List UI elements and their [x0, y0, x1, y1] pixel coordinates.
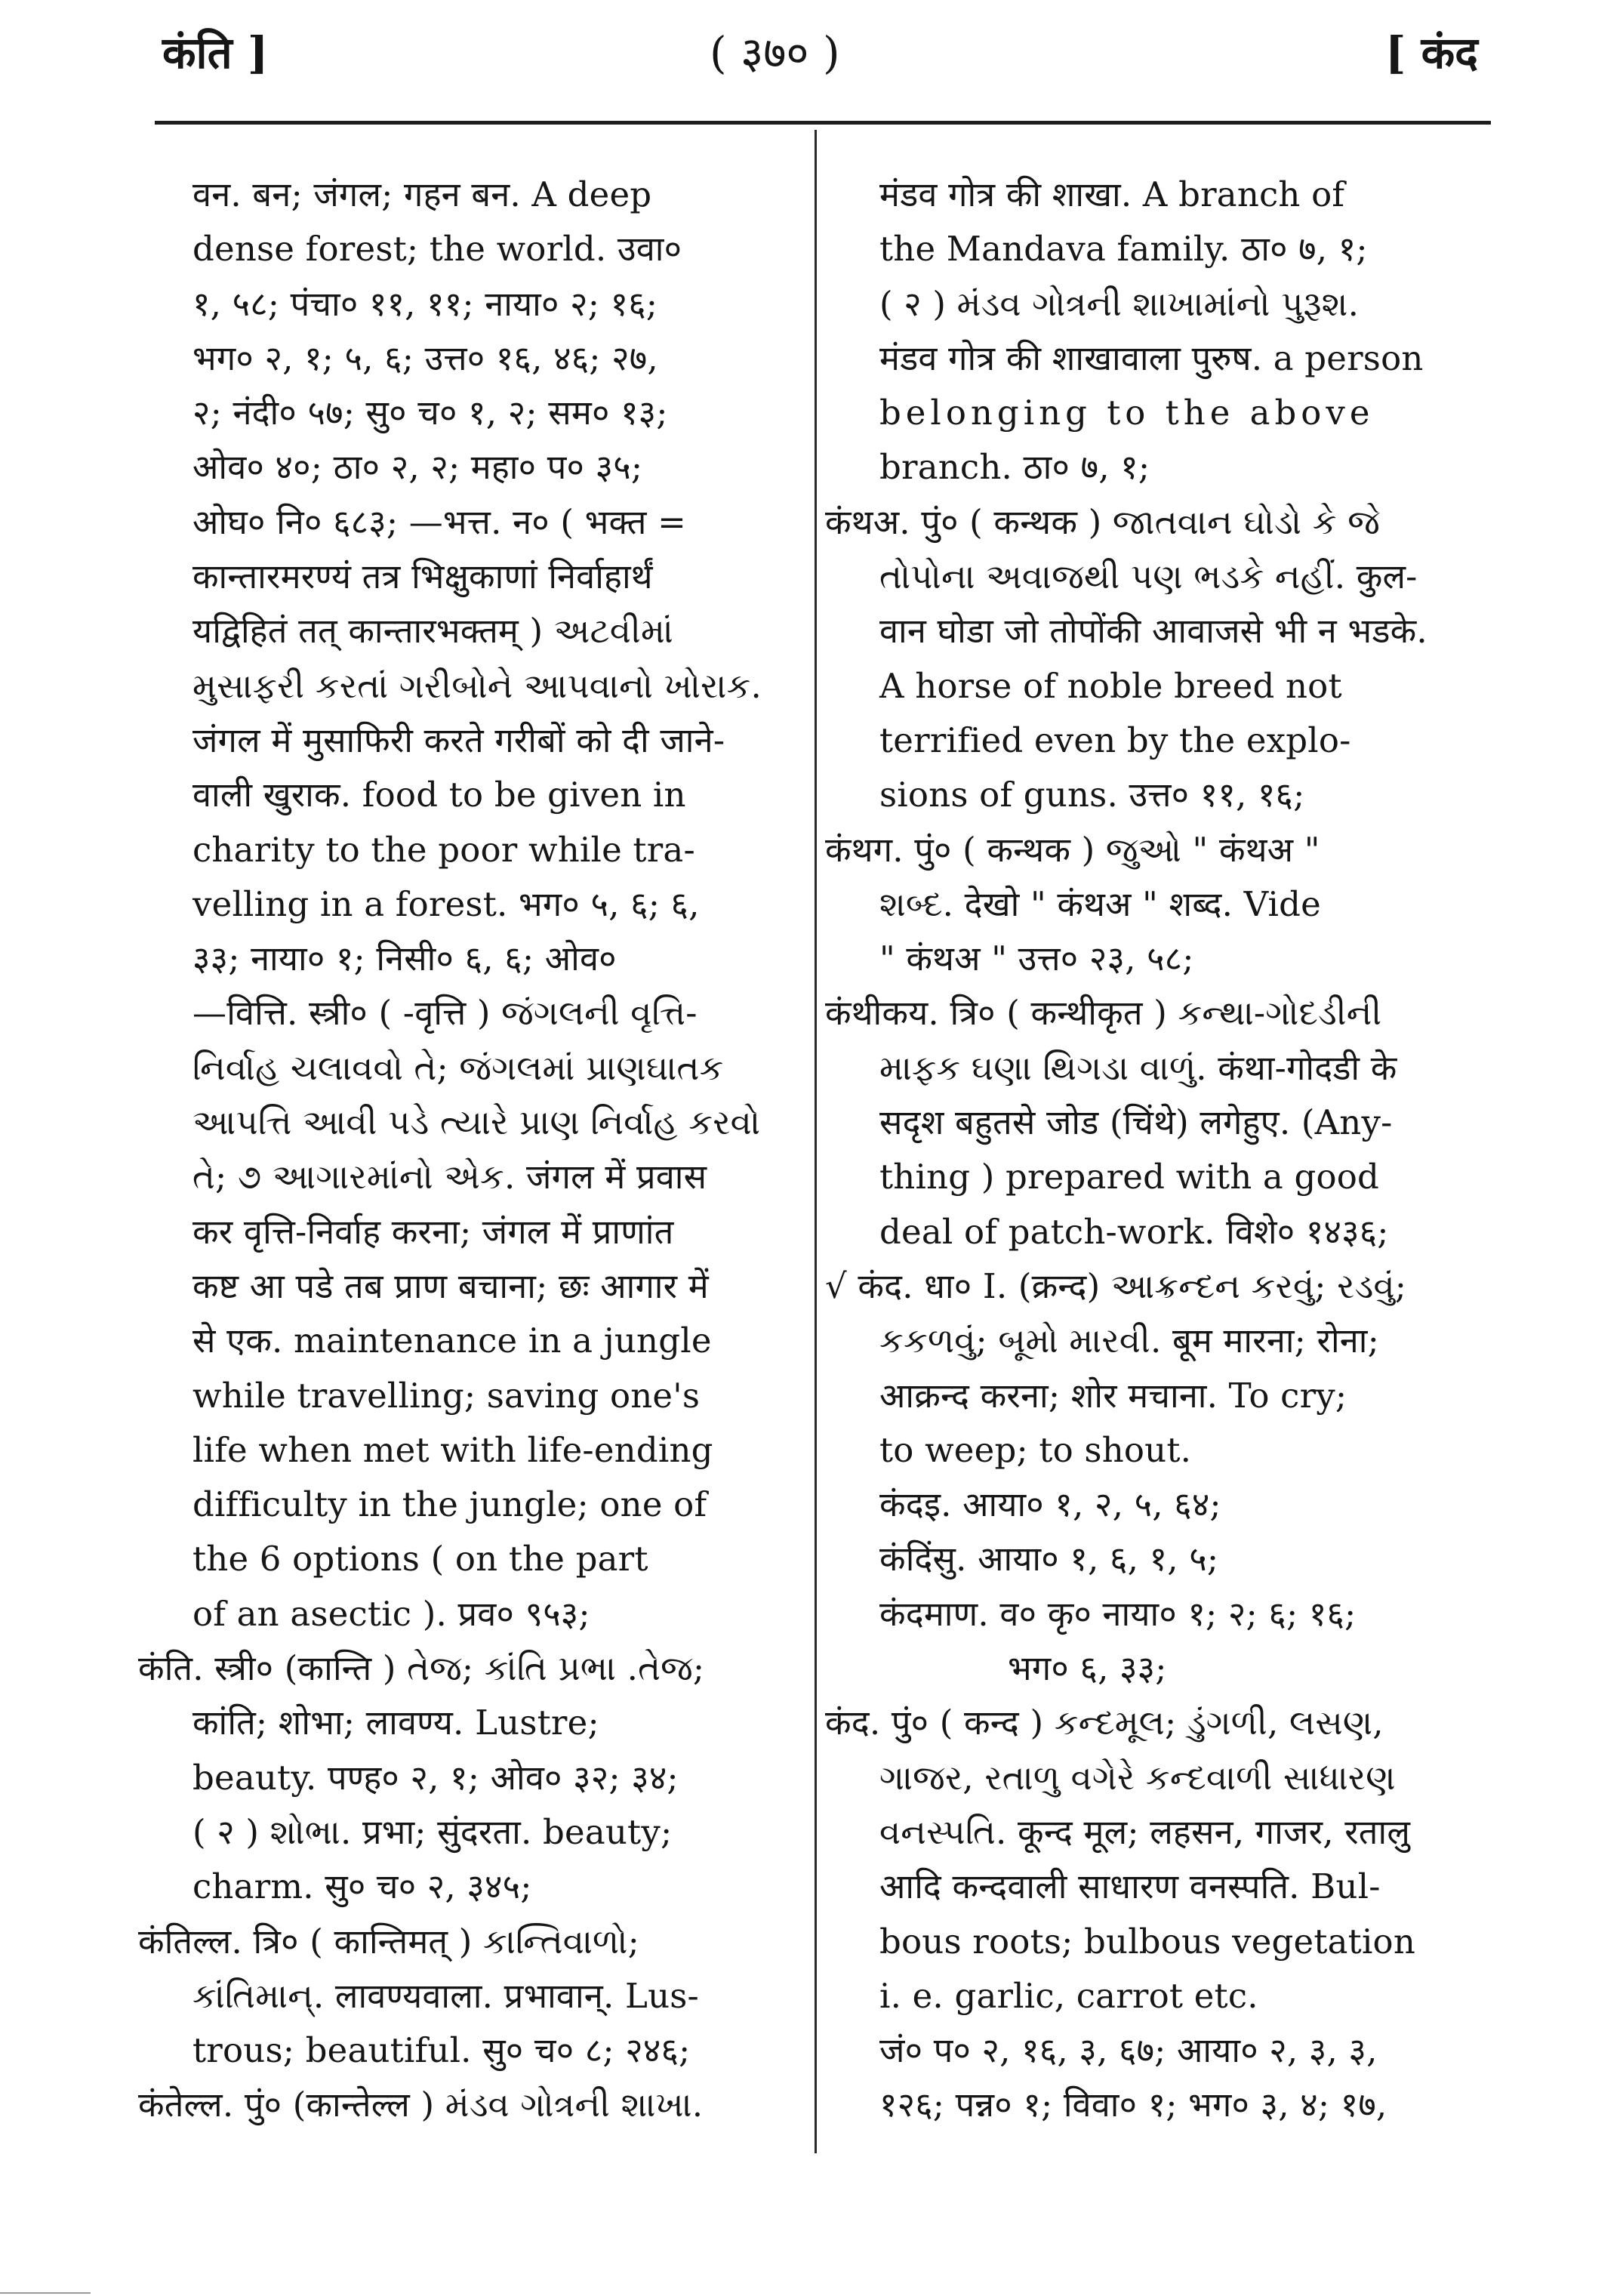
text-line: of an asectic ). प्रव० ९५३; [192, 1593, 590, 1634]
text-line: કકળવું; બૂમો મારવી. बूम मारना; रोना; [879, 1321, 1379, 1361]
text-line: २; नंदी० ५७; सु० च० १, २; सम० १३; [192, 393, 668, 433]
page-number: ( ३७० ) [710, 27, 840, 79]
conjugation-line: कंदमाण. व० कृ० नाया० १; २; ६; १६; [879, 1593, 1357, 1634]
text-line: sions of guns. उत्त० ११, १६; [879, 775, 1305, 815]
scan-edge-mark [0, 2292, 91, 2294]
right-column [825, 168, 1487, 2133]
text-line: નિર્વાહ ચલાવવો તે; જંગલમાં પ્રાણઘાતક [192, 1047, 724, 1088]
left-column [138, 168, 796, 2133]
text-line: कष्ट आ पडे तब प्राण बचाना; छः आगार में [192, 1265, 709, 1306]
text-line: A horse of noble breed not [879, 665, 1342, 706]
text-line: १२६; पन्न० १; विवा० १; भग० ३, ४; १७, [879, 2085, 1387, 2125]
entry-headword-line: कंतेल्ल. पुं० (कान्तेल्ल ) મંડવ ગોત્રની શાખા. [138, 2085, 704, 2125]
header-right-guide-word: [ कंद [1385, 27, 1478, 79]
column-divider [815, 130, 817, 2153]
entry-headword-line: कंति. स्त्री० (कान्ति ) તેજ; કાંતિ પ્રભા .તેજ; [138, 1648, 705, 1689]
text-line: कर वृत्ति-निर्वाह करना; जंगल में प्राणांत [192, 1211, 674, 1252]
text-line: वाली खुराक. food to be given in [192, 775, 686, 815]
text-line: મુસાફરી કરતાં ગરીબોને આપવાનો ખોરાક. [192, 665, 762, 706]
text-line: भग० ६, ३३; [1008, 1648, 1167, 1689]
entry-headword-line: कंथअ. पुं० ( कन्थक ) જાતવાન ઘોડો કે જે [825, 501, 1380, 542]
text-line: १, ५८; पंचा० ११, ११; नाया० २; १६; [192, 283, 658, 324]
text-line: i. e. garlic, carrot etc. [879, 1975, 1258, 2016]
text-line: ( २ ) મંડવ ગોત્રની શાખામાંનો પુરૂશ. [879, 283, 1360, 324]
text-line: to weep; to shout. [879, 1429, 1192, 1470]
text-line: से एक. maintenance in a jungle [192, 1321, 712, 1361]
header-left-guide-word: कंति ] [162, 27, 269, 79]
text-line: charity to the poor while tra- [192, 829, 695, 870]
text-line: કાંતિમાન્. लावण्यवाला. प्रभावान्. Lus- [192, 1975, 699, 2016]
text-line: जंगल में मुसाफिरी करते गरीबों को दी जाने- [192, 720, 725, 760]
text-line: the 6 options ( on the part [192, 1539, 648, 1579]
text-line: ३३; नाया० १; निसी० ६, ६; ओव० [192, 938, 617, 979]
text-line: वान घोडा जो तोपोंकी आवाजसे भी न भडके. [879, 611, 1427, 652]
text-line: —वित्ति. स्त्री० ( -वृत्ति ) જંગલની વૃત્તિ- [192, 993, 698, 1034]
text-line: charm. सु० च० २, ३४५; [192, 1866, 532, 1907]
text-line: bous roots; bulbous vegetation [879, 1921, 1416, 1962]
text-line: dense forest; the world. उवा० [192, 229, 682, 270]
text-line: difficulty in the jungle; one of [192, 1484, 707, 1525]
text-line: सदृश बहुतसे जोड (चिंथे) लगेहुए. (Any- [879, 1102, 1393, 1143]
text-line: the Mandava family. ठा० ७, १; [879, 229, 1368, 270]
entry-headword-line: कंथीकय. त्रि० ( कन्थीकृत ) કન્થા-ગોદડીની [825, 993, 1382, 1034]
text-line: मंडव गोत्र की शाखा. A branch of [879, 174, 1345, 214]
text-line: branch. ठा० ७, १; [879, 447, 1150, 488]
text-line: यद्विहितं तत् कान्तारभक्तम् ) અટવીમાં [192, 611, 673, 652]
text-line: ગાજર, રતાળુ વગેરે કન્દવાળી સાધારણ [879, 1757, 1396, 1798]
header-rule [155, 121, 1491, 125]
text-line: life when met with life-ending [192, 1429, 713, 1470]
text-line: वन. बन; जंगल; गहन बन. A deep [192, 174, 652, 214]
text-line: તે; ૭ આગારમાંનો એક. जंगल में प्रवास [192, 1157, 707, 1197]
text-line: beauty. पण्ह० २, १; ओव० ३२; ३४; [192, 1757, 679, 1798]
text-line: कान्तारमरण्यं तत्र भिक्षुकाणां निर्वाहार्थं [192, 556, 653, 597]
text-line: trous; beautiful. सु० च० ८; २४६; [192, 2030, 691, 2071]
text-line: मंडव गोत्र की शाखावाला पुरुष. a person [879, 337, 1424, 378]
entry-headword-line: कंथग. पुं० ( कन्थक ) જુઓ " कंथअ " [825, 829, 1320, 870]
text-line: વનસ્પતિ. कून्द मूल; लहसन, गाजर, रतालु [879, 1811, 1411, 1852]
text-line: ओव० ४०; ठा० २, २; महा० प० ३५; [192, 447, 643, 488]
text-line: आक्रन्द करना; शोर मचाना. To cry; [879, 1375, 1347, 1416]
text-line: कांति; शोभा; लावण्य. Lustre; [192, 1703, 599, 1743]
text-line: जं० प० २, १६, ३, ६७; आया० २, ३, ३, [879, 2030, 1378, 2071]
text-line: તોપોના અવાજથી પણ ભડકે નહીં. कुल- [879, 556, 1418, 597]
entry-headword-line: कंतिल्ल. त्रि० ( कान्तिमत् ) કાન્તિવાળો; [138, 1921, 639, 1962]
text-line: velling in a forest. भग० ५, ६; ६, [192, 883, 700, 924]
text-line: thing ) prepared with a good [879, 1157, 1380, 1197]
text-line: deal of patch-work. विशे० १४३६; [879, 1211, 1389, 1252]
text-line: ओघ० नि० ६८३; —भत्त. न० ( भक्त = [192, 501, 687, 542]
text-line: आदि कन्दवाली साधारण वनस्पति. Bul- [879, 1866, 1381, 1907]
entry-headword-line: कंद. पुं० ( कन्द ) કન્દમૂલ; ડુંગળી, લસણ, [825, 1703, 1384, 1743]
text-line: भग० २, १; ५, ६; उत्त० १६, ४६; २७, [192, 337, 658, 378]
conjugation-line: कंदिंसु. आया० १, ६, १, ५; [879, 1539, 1219, 1579]
text-line: આપત્તિ આવી પડે ત્યારે પ્રાણ નિર્વાહ કરવો [192, 1102, 761, 1143]
text-line: ( २ ) શોભા. प्रभा; सुंदरता. beauty; [192, 1811, 673, 1852]
conjugation-line: कंदइ. आया० १, २, ५, ६४; [879, 1484, 1221, 1525]
entry-headword-line: √ कंद. धा० I. (क्रन्द) આક્રન્દન કરવું; રડવું; [825, 1265, 1407, 1306]
text-line: " कंथअ " उत्त० २३, ५८; [879, 938, 1194, 979]
text-line: belonging to the above [879, 393, 1375, 433]
text-line: while travelling; saving one's [192, 1375, 701, 1416]
text-line: શબ્દ. देखो " कंथअ " शब्द. Vide [879, 883, 1321, 924]
text-line: માફક ઘણા થિગડા વાળું. कंथा-गोदडी के [879, 1047, 1397, 1088]
text-line: terrified even by the explo- [879, 720, 1351, 760]
